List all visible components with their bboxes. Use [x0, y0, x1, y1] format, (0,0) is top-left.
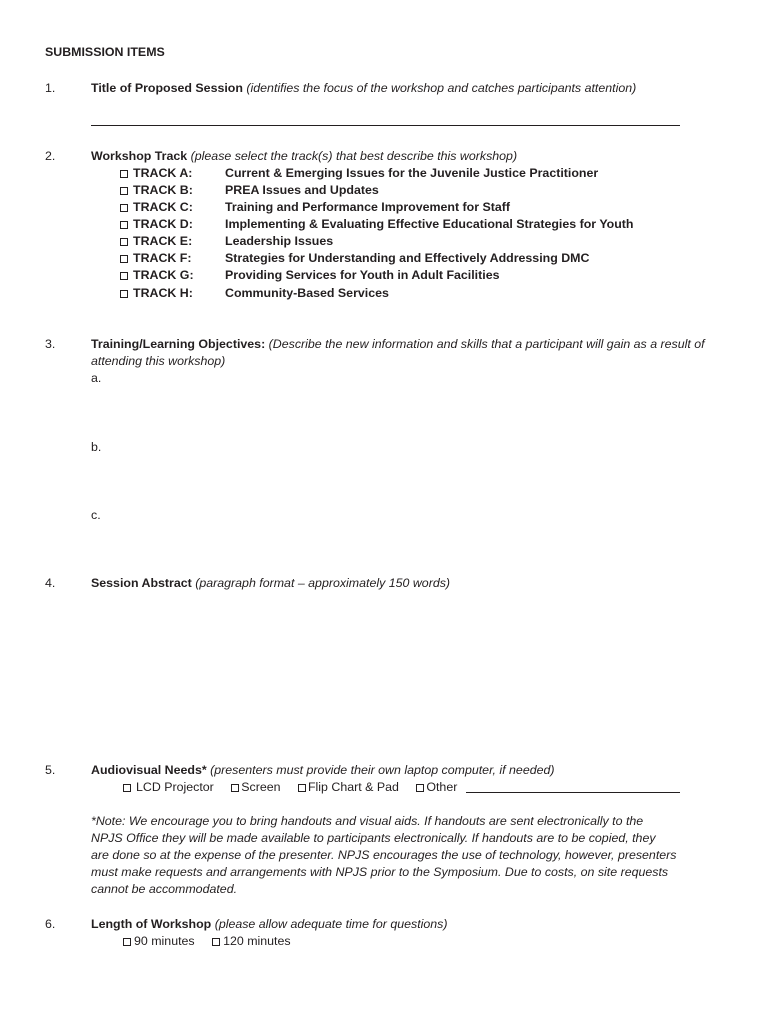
checkbox-icon[interactable] — [298, 784, 306, 792]
checkbox-icon[interactable] — [120, 238, 128, 246]
track-g-option[interactable]: TRACK G: Providing Services for Youth in Adult Facilities — [120, 267, 499, 284]
objective-a-label: a. — [91, 371, 102, 385]
av-other-option[interactable]: Other — [416, 780, 457, 794]
checkbox-icon[interactable] — [123, 938, 131, 946]
item-4-hint: (paragraph format – approximately 150 words) — [195, 576, 451, 590]
checkbox-icon[interactable] — [120, 187, 128, 195]
track-a-option[interactable]: TRACK A: Current & Emerging Issues for the Juvenile Justice Practitioner — [120, 165, 598, 182]
item-5-number: 5. — [45, 763, 56, 777]
checkbox-icon[interactable] — [123, 784, 131, 792]
item-1-title: Title of Proposed Session — [91, 81, 243, 95]
checkbox-icon[interactable] — [120, 221, 128, 229]
checkbox-icon[interactable] — [212, 938, 220, 946]
av-screen-option[interactable]: Screen — [231, 780, 280, 794]
item-5-hint: (presenters must provide their own laptop computer, if needed) — [210, 763, 555, 777]
item-3-hint: (Describe the new information and skills that a participant will gain as a result of — [268, 337, 705, 351]
av-lcd-option[interactable]: LCD Projector — [123, 780, 214, 794]
item-2-line — [91, 148, 517, 165]
session-title-field[interactable] — [91, 125, 680, 126]
item-6-title: Length of Workshop — [91, 917, 212, 931]
av-note: *Note: We encourage you to bring handouts and visual aids. If handouts are sent electronically to the NPJS Office they will be made available to participants electronically. If handouts are to be copied, they are done so at the expense of the presenter. NPJS encourages the use of technology, however, presenters must make requests and arrangements with NPJS prior to the Symposium. Due to costs, on site requests cannot be accommodated. — [91, 814, 677, 896]
checkbox-icon[interactable] — [120, 255, 128, 263]
item-2-hint: (please select the track(s) that best describe this workshop) — [190, 149, 518, 163]
track-d-option[interactable]: TRACK D: Implementing & Evaluating Effective Educational Strategies for Youth — [120, 216, 634, 233]
objective-b-label: b. — [91, 440, 102, 454]
item-1-number: 1. — [45, 81, 56, 95]
item-3-hint-cont: attending this workshop) — [91, 354, 226, 368]
item-5-title: Audiovisual Needs* — [91, 763, 207, 777]
track-e-option[interactable]: TRACK E: Leadership Issues — [120, 233, 333, 250]
track-b-option[interactable]: TRACK B: PREA Issues and Updates — [120, 182, 379, 199]
item-1-hint: (identifies the focus of the workshop and catches participants attention) — [246, 81, 637, 95]
item-6-line — [91, 916, 448, 933]
length-90-option[interactable]: 90 minutes — [123, 934, 195, 948]
checkbox-icon[interactable] — [231, 784, 239, 792]
item-3-line — [91, 336, 705, 353]
track-h-option[interactable]: TRACK H: Community-Based Services — [120, 285, 389, 302]
checkbox-icon[interactable] — [416, 784, 424, 792]
item-4-number: 4. — [45, 576, 56, 590]
item-6-hint: (please allow adequate time for questions) — [214, 917, 448, 931]
length-120-option[interactable]: 120 minutes — [212, 934, 291, 948]
item-3-number: 3. — [45, 337, 56, 351]
item-1-line — [91, 80, 636, 97]
checkbox-icon[interactable] — [120, 290, 128, 298]
item-4-title: Session Abstract — [91, 576, 192, 590]
track-c-option[interactable]: TRACK C: Training and Performance Improvement for Staff — [120, 199, 510, 216]
item-2-title: Workshop Track — [91, 149, 188, 163]
page-heading: SUBMISSION ITEMS — [45, 45, 165, 59]
objective-c-label: c. — [91, 508, 101, 522]
track-f-option[interactable]: TRACK F: Strategies for Understanding and Effectively Addressing DMC — [120, 250, 589, 267]
item-3-title: Training/Learning Objectives: — [91, 337, 266, 351]
av-flip-chart-option[interactable]: Flip Chart & Pad — [298, 780, 399, 794]
item-5-line — [91, 762, 555, 779]
av-options — [123, 779, 457, 796]
av-other-field[interactable] — [466, 792, 680, 793]
checkbox-icon[interactable] — [120, 204, 128, 212]
item-4-line — [91, 575, 450, 592]
checkbox-icon[interactable] — [120, 272, 128, 280]
length-options — [123, 933, 291, 950]
item-6-number: 6. — [45, 917, 56, 931]
item-2-number: 2. — [45, 149, 56, 163]
checkbox-icon[interactable] — [120, 170, 128, 178]
